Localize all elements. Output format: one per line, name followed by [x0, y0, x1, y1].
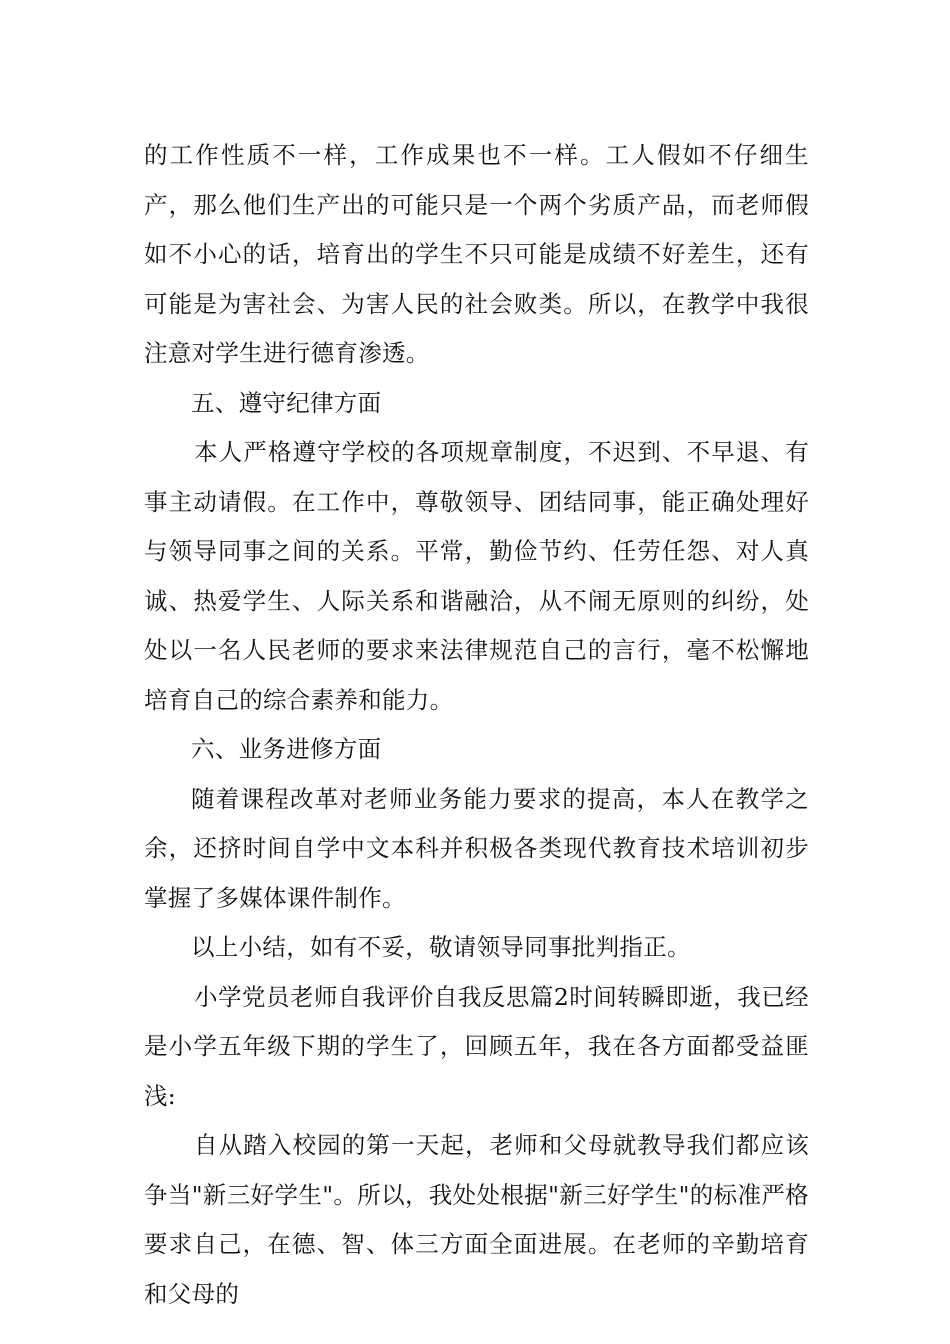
paragraph-discipline: 本人严格遵守学校的各项规章制度，不迟到、不早退、有事主动请假。在工作中，尊敬领导、团结同事，能正确处理好与领导同事之间的关系。平常，勤俭节约、任劳任怨、对人真诚、热爱学生、人际关系和谐融洽，从不闹无原则的纠纷，处处以一名人民老师的要求来法律规范自己的言行，毫不松懈地培育自己的综合素养和能力。: [144, 438, 809, 714]
paragraph-article-2-body: 自从踏入校园的第一天起，老师和父母就教导我们都应该争当"新三好学生"。所以，我处处根据"新三好学生"的标准严格要求自己，在德、智、体三方面全面进展。在老师的辛勤培育和父母的: [144, 1131, 809, 1308]
paragraph-professional-study: 随着课程改革对老师业务能力要求的提高，本人在教学之余，还挤时间自学中文本科并积极各类现代教育技术培训初步掌握了多媒体课件制作。: [144, 784, 809, 912]
document-body: [144, 131, 809, 1319]
paragraph-continuation: 的工作性质不一样，工作成果也不一样。工人假如不仔细生产，那么他们生产出的可能只是一个两个劣质产品，而老师假如不小心的话，培育出的学生不只可能是成绩不好差生，还有可能是为害社会、为害人民的社会败类。所以，在教学中我很注意对学生进行德育渗透。: [144, 141, 809, 367]
section-heading-professional-study: 六、业务进修方面: [191, 735, 382, 763]
paragraph-conclusion: 以上小结，如有不妥，敬请领导同事批判指正。: [191, 933, 691, 961]
section-heading-discipline: 五、遵守纪律方面: [191, 388, 382, 417]
paragraph-article-2-intro: 小学党员老师自我评价自我反思篇2时间转瞬即逝，我已经是小学五年级下期的学生了，回顾五年，我在各方面都受益匪浅:: [144, 982, 809, 1110]
